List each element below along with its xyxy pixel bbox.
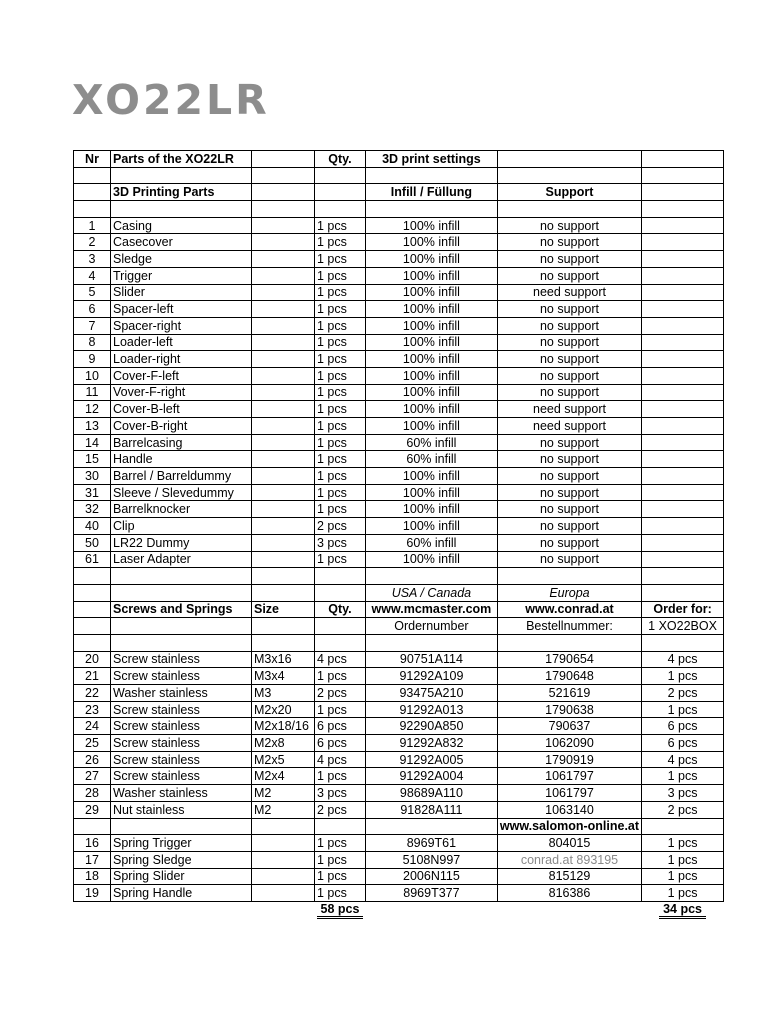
screw-order: 2 pcs [642, 801, 724, 818]
screw-row [74, 685, 724, 702]
spring-order: 1 pcs [642, 868, 724, 885]
screw-size: M2x18/16 [252, 718, 315, 735]
part-nr: 8 [74, 334, 111, 351]
printing-part-row [74, 334, 724, 351]
header-row [74, 151, 724, 168]
part-nr: 13 [74, 418, 111, 435]
part-infill: 100% infill [365, 501, 497, 518]
part-infill: 100% infill [365, 418, 497, 435]
spring-qty: 1 pcs [315, 851, 366, 868]
screw-nr: 26 [74, 751, 111, 768]
part-name: Cover-B-right [111, 418, 252, 435]
springs-list [74, 835, 724, 902]
part-name: Loader-left [111, 334, 252, 351]
part-nr: 7 [74, 317, 111, 334]
printing-part-row [74, 367, 724, 384]
col-header-print-settings: 3D print settings [365, 151, 497, 168]
spring-name: Spring Sledge [111, 851, 252, 868]
col-header-mcmaster: www.mcmaster.com [365, 601, 497, 618]
part-name: Casing [111, 217, 252, 234]
part-qty: 1 pcs [315, 501, 366, 518]
screw-mcmaster-number: 91292A005 [365, 751, 497, 768]
spring-row [74, 851, 724, 868]
printing-part-row [74, 217, 724, 234]
screw-name: Screw stainless [111, 735, 252, 752]
screw-name: Screw stainless [111, 701, 252, 718]
screw-row [74, 768, 724, 785]
part-infill: 100% infill [365, 518, 497, 535]
screw-order: 4 pcs [642, 651, 724, 668]
screw-order: 4 pcs [642, 751, 724, 768]
part-support: no support [497, 468, 641, 485]
screw-conrad-number: 521619 [497, 685, 641, 702]
part-nr: 10 [74, 367, 111, 384]
total-qty: 58 pcs [317, 902, 364, 919]
screw-size: M2 [252, 801, 315, 818]
printing-part-row [74, 267, 724, 284]
spring-nr: 19 [74, 885, 111, 902]
part-name: Sledge [111, 251, 252, 268]
region-europe: Europa [497, 584, 641, 601]
part-qty: 1 pcs [315, 418, 366, 435]
part-support: no support [497, 301, 641, 318]
part-infill: 100% infill [365, 301, 497, 318]
part-name: Laser Adapter [111, 551, 252, 568]
printing-header-row [74, 184, 724, 201]
printing-part-row [74, 251, 724, 268]
spring-shop-number: conrad.at 893195 [497, 851, 641, 868]
screw-conrad-number: 790637 [497, 718, 641, 735]
part-nr: 11 [74, 384, 111, 401]
part-name: Casecover [111, 234, 252, 251]
part-name: LR22 Dummy [111, 534, 252, 551]
part-nr: 6 [74, 301, 111, 318]
part-name: Barrelcasing [111, 434, 252, 451]
printing-part-row [74, 534, 724, 551]
screw-size: M2 [252, 785, 315, 802]
part-qty: 1 pcs [315, 334, 366, 351]
empty-row [74, 568, 724, 585]
part-qty: 1 pcs [315, 484, 366, 501]
col-header-support: Support [497, 184, 641, 201]
screw-order: 3 pcs [642, 785, 724, 802]
part-infill: 100% infill [365, 217, 497, 234]
part-support: need support [497, 418, 641, 435]
spring-qty: 1 pcs [315, 885, 366, 902]
region-row [74, 584, 724, 601]
screw-name: Screw stainless [111, 651, 252, 668]
screw-nr: 23 [74, 701, 111, 718]
part-name: Cover-B-left [111, 401, 252, 418]
part-qty: 1 pcs [315, 317, 366, 334]
part-qty: 1 pcs [315, 434, 366, 451]
screw-size: M2x5 [252, 751, 315, 768]
part-name: Trigger [111, 267, 252, 284]
part-support: no support [497, 484, 641, 501]
subheader-row [74, 618, 724, 635]
printing-part-row [74, 317, 724, 334]
part-nr: 50 [74, 534, 111, 551]
part-name: Vover-F-right [111, 384, 252, 401]
parts-table [73, 150, 724, 919]
part-infill: 100% infill [365, 367, 497, 384]
part-support: no support [497, 217, 641, 234]
part-qty: 1 pcs [315, 284, 366, 301]
part-qty: 1 pcs [315, 251, 366, 268]
printing-part-row [74, 518, 724, 535]
printing-part-row [74, 501, 724, 518]
spring-order: 1 pcs [642, 885, 724, 902]
col-header-nr: Nr [74, 151, 111, 168]
printing-part-row [74, 284, 724, 301]
printing-part-row [74, 401, 724, 418]
part-qty: 1 pcs [315, 351, 366, 368]
printing-part-row [74, 451, 724, 468]
screw-qty: 4 pcs [315, 651, 366, 668]
screw-conrad-number: 1063140 [497, 801, 641, 818]
spring-name: Spring Trigger [111, 835, 252, 852]
spring-order: 1 pcs [642, 835, 724, 852]
screw-order: 1 pcs [642, 701, 724, 718]
part-name: Handle [111, 451, 252, 468]
screw-nr: 22 [74, 685, 111, 702]
spring-qty: 1 pcs [315, 835, 366, 852]
screw-mcmaster-number: 93475A210 [365, 685, 497, 702]
col-header-size: Size [252, 601, 315, 618]
screw-row [74, 701, 724, 718]
part-infill: 100% infill [365, 551, 497, 568]
part-infill: 100% infill [365, 317, 497, 334]
part-nr: 3 [74, 251, 111, 268]
screw-order: 1 pcs [642, 768, 724, 785]
screw-name: Washer stainless [111, 785, 252, 802]
printing-part-row [74, 351, 724, 368]
empty-row [74, 634, 724, 651]
printing-parts-list [74, 217, 724, 567]
col-header-infill: Infill / Füllung [365, 184, 497, 201]
screw-mcmaster-number: 91828A111 [365, 801, 497, 818]
part-nr: 31 [74, 484, 111, 501]
part-name: Barrelknocker [111, 501, 252, 518]
part-nr: 2 [74, 234, 111, 251]
empty-row [74, 167, 724, 184]
printing-part-row [74, 418, 724, 435]
part-support: no support [497, 518, 641, 535]
total-order: 34 pcs [659, 902, 706, 919]
spring-row [74, 868, 724, 885]
part-support: no support [497, 351, 641, 368]
printing-part-row [74, 551, 724, 568]
screw-qty: 3 pcs [315, 785, 366, 802]
spring-qty: 1 pcs [315, 868, 366, 885]
part-support: no support [497, 434, 641, 451]
part-infill: 100% infill [365, 251, 497, 268]
part-nr: 15 [74, 451, 111, 468]
part-qty: 1 pcs [315, 267, 366, 284]
screws-title: Screws and Springs [111, 601, 252, 618]
screws-list [74, 651, 724, 818]
screw-qty: 4 pcs [315, 751, 366, 768]
salomon-row [74, 818, 724, 835]
part-nr: 4 [74, 267, 111, 284]
screw-conrad-number: 1790648 [497, 668, 641, 685]
screw-row [74, 751, 724, 768]
part-qty: 3 pcs [315, 534, 366, 551]
logo: XO22LR [72, 76, 270, 124]
screw-order: 6 pcs [642, 735, 724, 752]
printing-part-row [74, 384, 724, 401]
part-support: no support [497, 251, 641, 268]
screw-size: M2x4 [252, 768, 315, 785]
screw-qty: 1 pcs [315, 668, 366, 685]
part-support: no support [497, 367, 641, 384]
screw-size: M2x8 [252, 735, 315, 752]
spring-nr: 18 [74, 868, 111, 885]
part-qty: 1 pcs [315, 401, 366, 418]
part-qty: 1 pcs [315, 217, 366, 234]
spring-shop-number: 816386 [497, 885, 641, 902]
screw-row [74, 668, 724, 685]
screw-qty: 6 pcs [315, 735, 366, 752]
part-infill: 100% infill [365, 334, 497, 351]
part-qty: 2 pcs [315, 518, 366, 535]
col-header-qty-2: Qty. [315, 601, 366, 618]
spring-nr: 17 [74, 851, 111, 868]
part-support: need support [497, 401, 641, 418]
screw-conrad-number: 1062090 [497, 735, 641, 752]
printing-part-row [74, 468, 724, 485]
printing-part-row [74, 301, 724, 318]
part-infill: 100% infill [365, 401, 497, 418]
col-header-order-for: Order for: [642, 601, 724, 618]
part-support: no support [497, 501, 641, 518]
part-name: Loader-right [111, 351, 252, 368]
screw-nr: 29 [74, 801, 111, 818]
screw-mcmaster-number: 91292A109 [365, 668, 497, 685]
screw-qty: 6 pcs [315, 718, 366, 735]
screw-mcmaster-number: 91292A004 [365, 768, 497, 785]
screw-nr: 21 [74, 668, 111, 685]
screw-conrad-number: 1061797 [497, 768, 641, 785]
screw-mcmaster-number: 98689A110 [365, 785, 497, 802]
part-qty: 1 pcs [315, 301, 366, 318]
screw-row [74, 718, 724, 735]
spring-row [74, 885, 724, 902]
part-name: Barrel / Barreldummy [111, 468, 252, 485]
screw-size: M3x16 [252, 651, 315, 668]
screw-nr: 24 [74, 718, 111, 735]
screw-order: 6 pcs [642, 718, 724, 735]
spring-row [74, 835, 724, 852]
part-qty: 1 pcs [315, 468, 366, 485]
screw-conrad-number: 1790638 [497, 701, 641, 718]
part-nr: 30 [74, 468, 111, 485]
printing-part-row [74, 484, 724, 501]
part-name: Cover-F-left [111, 367, 252, 384]
screw-mcmaster-number: 90751A114 [365, 651, 497, 668]
part-nr: 1 [74, 217, 111, 234]
screw-qty: 1 pcs [315, 768, 366, 785]
printing-part-row [74, 234, 724, 251]
part-qty: 1 pcs [315, 551, 366, 568]
screw-row [74, 735, 724, 752]
screw-name: Screw stainless [111, 751, 252, 768]
empty-row [74, 201, 724, 218]
screw-conrad-number: 1061797 [497, 785, 641, 802]
part-name: Spacer-left [111, 301, 252, 318]
part-infill: 100% infill [365, 351, 497, 368]
part-support: no support [497, 317, 641, 334]
part-infill: 100% infill [365, 234, 497, 251]
screw-mcmaster-number: 91292A832 [365, 735, 497, 752]
spring-mcmaster-number: 8969T61 [365, 835, 497, 852]
region-usa: USA / Canada [365, 584, 497, 601]
screw-qty: 2 pcs [315, 685, 366, 702]
screw-row [74, 785, 724, 802]
screw-conrad-number: 1790919 [497, 751, 641, 768]
part-name: Slider [111, 284, 252, 301]
screw-size: M2x20 [252, 701, 315, 718]
part-nr: 32 [74, 501, 111, 518]
screw-mcmaster-number: 92290A850 [365, 718, 497, 735]
part-support: no support [497, 551, 641, 568]
screw-name: Washer stainless [111, 685, 252, 702]
part-name: Sleeve / Slevedummy [111, 484, 252, 501]
spring-mcmaster-number: 2006N115 [365, 868, 497, 885]
screw-mcmaster-number: 91292A013 [365, 701, 497, 718]
screw-nr: 27 [74, 768, 111, 785]
screws-header-row [74, 601, 724, 618]
part-infill: 60% infill [365, 434, 497, 451]
screw-name: Screw stainless [111, 718, 252, 735]
screw-name: Screw stainless [111, 668, 252, 685]
part-nr: 12 [74, 401, 111, 418]
spring-mcmaster-number: 5108N997 [365, 851, 497, 868]
spring-shop-number: 804015 [497, 835, 641, 852]
salomon-link: www.salomon-online.at [497, 818, 641, 835]
part-support: need support [497, 284, 641, 301]
part-support: no support [497, 234, 641, 251]
part-support: no support [497, 534, 641, 551]
screw-nr: 28 [74, 785, 111, 802]
screw-nr: 25 [74, 735, 111, 752]
spring-mcmaster-number: 8969T377 [365, 885, 497, 902]
part-support: no support [497, 451, 641, 468]
spring-name: Spring Handle [111, 885, 252, 902]
col-header-conrad: www.conrad.at [497, 601, 641, 618]
col-header-ordernumber: Ordernumber [365, 618, 497, 635]
col-header-parts: Parts of the XO22LR [111, 151, 252, 168]
screw-size: M3x4 [252, 668, 315, 685]
part-infill: 100% infill [365, 468, 497, 485]
part-infill: 60% infill [365, 451, 497, 468]
part-nr: 40 [74, 518, 111, 535]
col-header-order-target: 1 XO22BOX [642, 618, 724, 635]
part-qty: 1 pcs [315, 451, 366, 468]
part-infill: 60% infill [365, 534, 497, 551]
part-nr: 5 [74, 284, 111, 301]
part-infill: 100% infill [365, 284, 497, 301]
printing-parts-title: 3D Printing Parts [111, 184, 252, 201]
spring-order: 1 pcs [642, 851, 724, 868]
part-nr: 14 [74, 434, 111, 451]
part-qty: 1 pcs [315, 384, 366, 401]
screw-size: M3 [252, 685, 315, 702]
screw-qty: 1 pcs [315, 701, 366, 718]
spring-name: Spring Slider [111, 868, 252, 885]
col-header-qty: Qty. [315, 151, 366, 168]
screw-order: 1 pcs [642, 668, 724, 685]
printing-part-row [74, 434, 724, 451]
part-support: no support [497, 267, 641, 284]
screw-qty: 2 pcs [315, 801, 366, 818]
screw-row [74, 801, 724, 818]
screw-order: 2 pcs [642, 685, 724, 702]
part-name: Clip [111, 518, 252, 535]
part-infill: 100% infill [365, 384, 497, 401]
screw-nr: 20 [74, 651, 111, 668]
totals-row [74, 901, 724, 919]
part-name: Spacer-right [111, 317, 252, 334]
screw-name: Screw stainless [111, 768, 252, 785]
part-support: no support [497, 334, 641, 351]
part-infill: 100% infill [365, 484, 497, 501]
spring-nr: 16 [74, 835, 111, 852]
part-support: no support [497, 384, 641, 401]
screw-row [74, 651, 724, 668]
part-nr: 61 [74, 551, 111, 568]
part-nr: 9 [74, 351, 111, 368]
part-qty: 1 pcs [315, 234, 366, 251]
screw-name: Nut stainless [111, 801, 252, 818]
part-qty: 1 pcs [315, 367, 366, 384]
spring-shop-number: 815129 [497, 868, 641, 885]
col-header-bestellnummer: Bestellnummer: [497, 618, 641, 635]
screw-conrad-number: 1790654 [497, 651, 641, 668]
part-infill: 100% infill [365, 267, 497, 284]
